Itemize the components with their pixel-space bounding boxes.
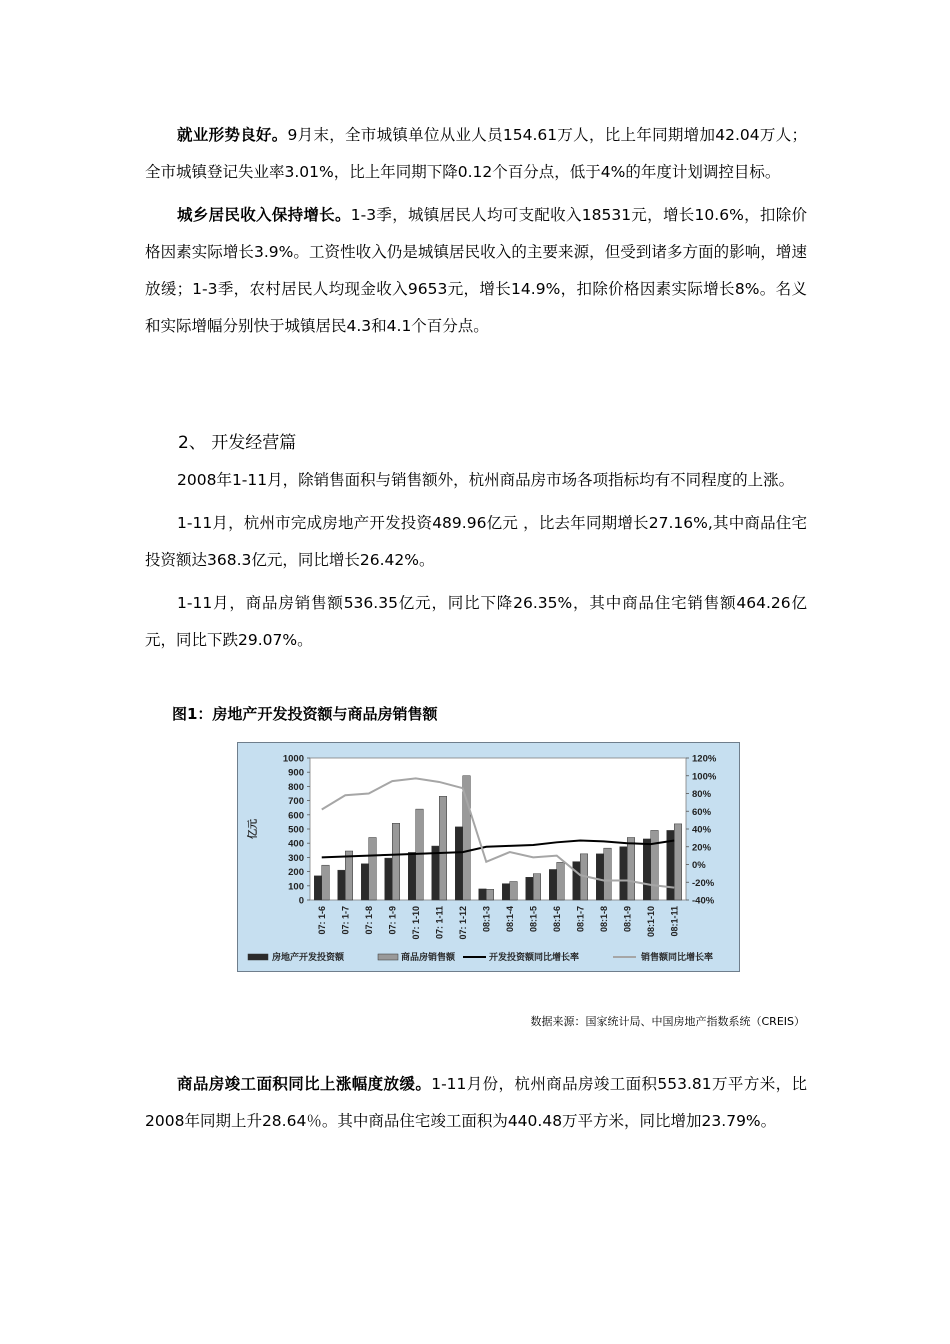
paragraph-text: 1-3季，城镇居民人均可支配收入18531元，增长10.6%，扣除价格因素实际增长3.9%。工资性收入仍是城镇居民收入的主要来源，但受到诸多方面的影响，增速放缓；1-3季，农村居民人均现金收入9653元，增长14.9%，扣除价格因素实际增长8%。名义和实际增幅分别快于城镇居民4.3和4.1个百分点。: [145, 206, 807, 335]
text-block-bottom: [145, 1066, 807, 1140]
y-tick-label: 200: [288, 867, 304, 879]
y2-tick-label: 120%: [692, 753, 717, 765]
x-tick-label: 07: 1-10: [410, 906, 421, 940]
x-tick-label: 07: 1-7: [340, 906, 351, 935]
bar-investment: [385, 858, 393, 900]
y2-tick-label: 20%: [692, 842, 712, 854]
paragraph-lead: 就业形势良好。: [177, 126, 288, 144]
x-tick-label: 08:1-7: [575, 906, 586, 933]
x-tick-label: 08:1-9: [622, 906, 633, 933]
legend-swatch-investment: [248, 954, 268, 960]
paragraph-lead: 城乡居民收入保持增长。: [177, 206, 351, 224]
bar-investment: [455, 827, 463, 900]
paragraph-text: 1-11月，杭州市完成房地产开发投资489.96亿元 ，比去年同期增长27.16%,其中商品住宅投资额达368.3亿元，同比增长26.42%。: [145, 514, 807, 569]
x-tick-label: 07: 1-12: [457, 906, 468, 940]
chart-container: [237, 742, 740, 972]
bar-sales: [557, 862, 565, 900]
bar-investment: [573, 862, 581, 900]
text-block-top: [145, 117, 807, 345]
bar-sales: [439, 796, 447, 900]
bar-sales: [604, 848, 612, 900]
bar-investment: [549, 869, 557, 900]
bar-investment: [643, 839, 651, 900]
bar-sales: [322, 865, 330, 900]
x-tick-label: 07: 1-9: [387, 906, 398, 935]
x-tick-label: 08:1-11: [669, 906, 680, 937]
y-tick-label: 700: [288, 796, 304, 808]
bar-investment: [338, 870, 346, 900]
paragraph: [145, 505, 807, 579]
y2-tick-label: 60%: [692, 806, 712, 818]
paragraph: [145, 1066, 807, 1140]
bar-investment: [408, 852, 416, 900]
bar-investment: [361, 864, 369, 900]
y-tick-label: 800: [288, 781, 304, 793]
x-tick-label: 07: 1-11: [434, 906, 445, 940]
legend-swatch-sales: [378, 954, 398, 960]
y-tick-label: 1000: [282, 753, 304, 765]
y-tick-label: 300: [288, 852, 304, 864]
bar-sales: [533, 874, 541, 900]
x-tick-label: 08:1-3: [481, 906, 492, 933]
source-note: 数据来源：国家统计局、中国房地产指数系统（CREIS）: [530, 1015, 805, 1028]
paragraph: [145, 117, 807, 191]
legend-label-investment-growth: 开发投资额同比增长率: [489, 952, 580, 962]
bar-sales: [392, 823, 400, 900]
x-tick-label: 08:1-5: [528, 906, 539, 933]
y-tick-label: 900: [288, 767, 304, 779]
x-tick-label: 07: 1-6: [316, 906, 327, 935]
bar-investment: [596, 854, 604, 900]
y-tick-label: 500: [288, 824, 304, 836]
chart-svg: [238, 743, 739, 971]
bar-sales: [486, 889, 494, 900]
x-tick-label: 08:1-10: [645, 906, 656, 938]
bar-sales: [369, 838, 377, 900]
bar-sales: [345, 851, 353, 900]
text-block-middle: [145, 462, 807, 659]
bar-sales: [674, 824, 682, 900]
y2-tick-label: -40%: [692, 895, 715, 907]
y-tick-label: 0: [298, 895, 304, 907]
paragraph-text: 9月末，全市城镇单位从业人员154.61万人，比上年同期增加42.04万人；全市城镇登记失业率3.01%，比上年同期下降0.12个百分点，低于4%的年度计划调控目标。: [145, 126, 807, 181]
bar-sales: [651, 830, 659, 900]
legend-label-investment: 房地产开发投资额: [272, 952, 345, 962]
paragraph-text: 1-11月份，杭州商品房竣工面积553.81万平方米，比2008年同期上升28.64％。其中商品住宅竣工面积为440.48万平方米，同比增加23.79%。: [145, 1075, 807, 1130]
figure-title: 图1：房地产开发投资额与商品房销售额: [172, 705, 438, 723]
y2-tick-label: 100%: [692, 771, 717, 783]
paragraph: [145, 462, 807, 499]
y-tick-label: 100: [288, 881, 304, 893]
y-tick-label: 400: [288, 838, 304, 850]
y2-tick-label: -20%: [692, 877, 715, 889]
x-tick-label: 07: 1-8: [363, 906, 374, 935]
y2-tick-label: 80%: [692, 789, 712, 800]
y-tick-label: 600: [288, 810, 304, 822]
bar-investment: [479, 889, 487, 900]
y2-tick-label: 0%: [692, 860, 706, 871]
paragraph: [145, 585, 807, 659]
bar-investment: [620, 847, 628, 900]
y2-tick-label: 40%: [692, 824, 712, 836]
bar-sales: [627, 838, 635, 900]
x-tick-label: 08:1-4: [504, 906, 515, 933]
bar-sales: [510, 882, 518, 900]
bar-investment: [502, 884, 510, 900]
paragraph-text: 2008年1-11月，除销售面积与销售额外，杭州商品房市场各项指标均有不同程度的上涨。: [177, 471, 795, 489]
bar-investment: [526, 877, 534, 900]
legend-label-sales-growth: 销售额同比增长率: [641, 952, 714, 962]
bar-investment: [314, 876, 322, 900]
x-tick-label: 08:1-8: [598, 906, 609, 933]
section-title: 2、 开发经营篇: [178, 433, 297, 453]
legend-label-sales: 商品房销售额: [401, 952, 456, 962]
x-tick-label: 08:1-6: [551, 906, 562, 933]
y-axis-label: 亿元: [248, 819, 259, 839]
paragraph-text: 1-11月，商品房销售额536.35亿元，同比下降26.35%，其中商品住宅销售额464.26亿元，同比下跌29.07%。: [145, 594, 807, 649]
paragraph-lead: 商品房竣工面积同比上涨幅度放缓。: [177, 1075, 432, 1093]
paragraph: [145, 197, 807, 345]
